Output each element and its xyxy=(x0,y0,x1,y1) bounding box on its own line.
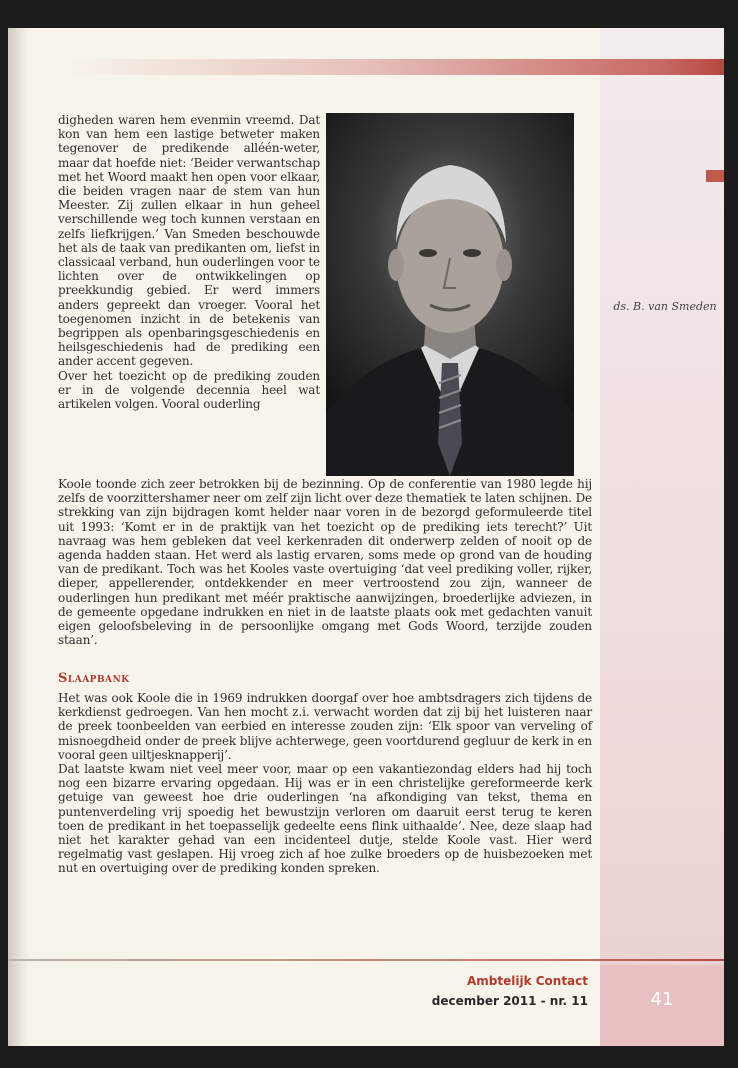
article-column xyxy=(58,113,320,411)
article-paragraph: Koole toonde zich zeer betrokken bij de bezinning. Op de conferentie van 1980 legde hij zelfs de voorzittershamer neer om zelf zijn licht over deze thematiek te laten schijnen. De strekking van zijn bijdragen komt helder naar voren in de bezorgd geformuleerde titel uit 1993: ‘Komt er in de praktijk van het toezicht op de prediking iets terecht?’ Uit navraag was hem gebleken dat veel kerkenraden dit onderwerp zelden of nooit op de agenda hadden staan. Het werd als lastig ervaren, soms mede op grond van de houding van de predikant. Toch was het Kooles vaste overtuiging ‘dat veel prediking voller, rijker, dieper, appellerender, ontdekkender en meer vertroostend zou zijn, wanneer de ouderlingen hun predikant met méér praktische aanwijzingen, broederlijke adviezen, in de gemeente opgedane indrukken en niet in de laatste plaats ook met gedachten vanuit eigen geloofsbeleving in de persoonlijke omgang met Gods Woord, terzijde zouden staan’. xyxy=(58,477,592,648)
article-paragraph: digheden waren hem evenmin vreemd. Dat kon van hem een lastige betweter maken tegenover de predikende alléén-weter, maar dat hoefde niet: ‘Beider verwantschap met het Woord maakt hen open voor elkaar, die beiden vragen naar de stem van hun Meester. Zij zullen elkaar in hun geheel verschillende weg toch kunnen verstaan en zelfs liefkrijgen.’ Van Smeden beschouwde het als de taak van predikanten om, liefst in classicaal verband, hun ouderlingen voor te lichten over de ontwikkelingen op preekkundig gebied. Er werd immers anders gepreekt dan vroeger. Vooral het toegenomen inzicht in de betekenis van begrippen als openbaringsgeschiedenis en heilsgeschiedenis had de prediking een ander accent gegeven. xyxy=(58,113,320,369)
portrait-illustration xyxy=(326,113,574,476)
magazine-name: Ambtelijk Contact xyxy=(466,974,588,988)
side-marker xyxy=(706,170,724,182)
portrait-photo xyxy=(326,113,574,476)
section-text xyxy=(58,691,592,876)
article-wide-text xyxy=(58,477,592,647)
top-decorative-bar xyxy=(68,59,724,75)
footer-divider xyxy=(8,959,724,961)
page-number-box xyxy=(600,965,724,1046)
photo-caption: ds. B. van Smeden xyxy=(613,300,717,313)
article-paragraph: Dat laatste kwam niet veel meer voor, maar op een vakantiezondag elders had hij toch nog een bizarre ervaring opgedaan. Hij was er in een christelijke gereformeerde kerk getuige van geweest hoe drie ouderlingen ‘na afkondiging van tekst, thema en puntenverdeling vrij spoedig het bewustzijn verloren om daaruit eerst terug te keren toen de predikant in het toepasselijk gedeelte eens flink uithaalde’. Nee, deze slaap had niet het karakter gehad van een incidenteel dutje, stelde Koole vast. Hier werd regelmatig vast geslapen. Hij vroeg zich af hoe zulke broeders op de huisbezoeken met nut en overtuiging over de prediking konden spreken. xyxy=(58,762,592,876)
article-paragraph: Over het toezicht op de prediking zouden er in de volgende decennia heel wat artikelen volgen. Vooral ouderling xyxy=(58,368,320,412)
article-paragraph: Het was ook Koole die in 1969 indrukken doorgaf over hoe ambtsdragers zich tijdens de kerkdienst gedroegen. Van hen mocht z.i. verwacht worden dat zij bij het luisteren naar de preek toonbeelden van eerbied en interesse zouden zijn: ‘Elk spoor van verveling of misnoegdheid onder de preek blijve achterwege, geen voortdurend gegluur de kerk in en vooral geen uiltjesknapperij’. xyxy=(58,691,592,762)
magazine-issue: december 2011 - nr. 11 xyxy=(431,994,588,1008)
page-number: 41 xyxy=(650,989,674,1010)
section-heading: Slaapbank xyxy=(58,671,130,686)
page-spine xyxy=(8,28,30,1046)
magazine-page xyxy=(8,28,724,1046)
